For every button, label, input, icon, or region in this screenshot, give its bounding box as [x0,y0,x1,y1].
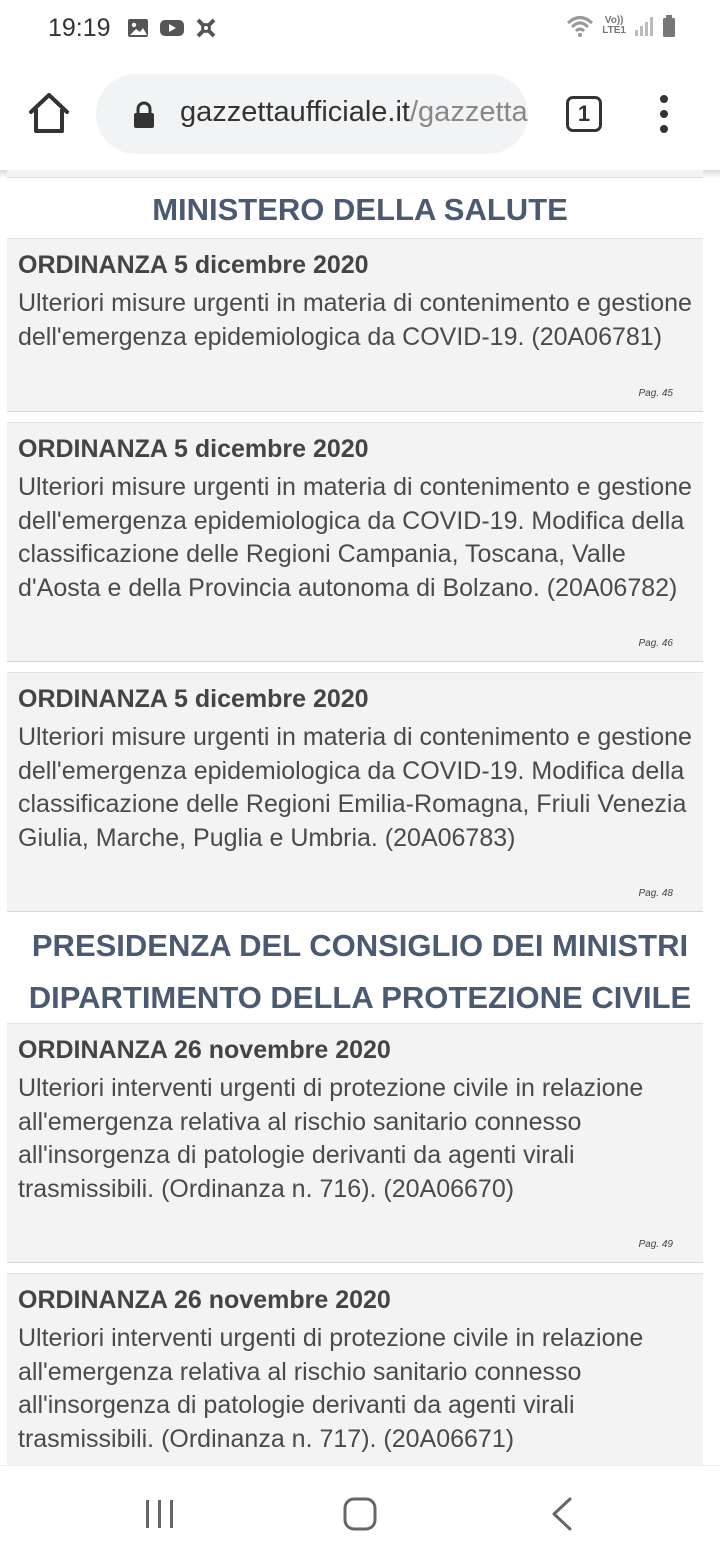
battery-icon [662,14,676,38]
system-navigation-bar [0,1465,720,1560]
section-title-ministero-salute: MINISTERO DELLA SALUTE [152,192,568,227]
item-description[interactable]: Ulteriori misure urgenti in materia di contenimento e gestione dell'emergenza epidemiologica da COVID-19. Modifica della classificazione delle Regioni Emilia-Romagna, Friuli Venezia Giulia, Marche, Puglia e Umbria. (20A06783) [18,723,692,852]
recent-apps-icon[interactable] [144,1498,176,1530]
network-volte-label: Vo)) [604,15,624,26]
item-page: Pag. 48 [638,888,673,899]
youtube-icon [159,17,185,39]
signal-icon [634,15,654,37]
previous-card-edge [7,170,703,178]
url-path: /gazzetta [410,96,528,128]
section-title-protezione-civile: DIPARTIMENTO DELLA PROTEZIONE CIVILE [28,980,692,1015]
list-item-ordinanza[interactable] [7,238,703,412]
list-item-ordinanza[interactable] [7,672,703,912]
home-icon[interactable] [343,1497,377,1531]
list-item-ordinanza[interactable] [7,422,703,662]
item-title[interactable]: ORDINANZA 5 dicembre 2020 [18,685,369,713]
image-icon [127,17,149,39]
item-description[interactable]: Ulteriori interventi urgenti di protezione civile in relazione all'emergenza relativa al rischio sanitario connesso all'insorgenza di patologie derivanti da agenti virali trasmissibili. (Ordinanza n. 716). (20A06670) [18,1074,644,1203]
item-title[interactable]: ORDINANZA 26 novembre 2020 [18,1036,391,1064]
back-icon[interactable] [548,1496,576,1532]
item-description[interactable]: Ulteriori misure urgenti in materia di contenimento e gestione dell'emergenza epidemiologica da COVID-19. (20A06781) [18,289,692,351]
item-description[interactable]: Ulteriori misure urgenti in materia di contenimento e gestione dell'emergenza epidemiologica da COVID-19. Modifica della classificazione delle Regioni Campania, Toscana, Valle d'Aosta e della Provincia autonoma di Bolzano. (20A06782) [18,473,692,602]
item-page: Pag. 45 [638,388,673,399]
status-system-icons [566,14,676,38]
network-type-label [602,16,626,36]
status-time: 19:19 [48,14,111,42]
page-content [0,170,720,1465]
item-title[interactable]: ORDINANZA 5 dicembre 2020 [18,435,369,463]
wifi-icon [566,14,594,38]
address-bar[interactable] [96,74,528,154]
item-title[interactable]: ORDINANZA 26 novembre 2020 [18,1286,391,1314]
status-notification-icons [127,17,217,39]
lock-icon [132,101,156,129]
network-lte-label: LTE1 [602,25,626,36]
app-notification-icon [195,17,217,39]
list-item-ordinanza[interactable] [7,1023,703,1263]
home-icon[interactable] [26,90,72,136]
section-title-presidenza-consiglio: PRESIDENZA DEL CONSIGLIO DEI MINISTRI [31,928,689,963]
item-description[interactable]: Ulteriori interventi urgenti di protezione civile in relazione all'emergenza relativa al rischio sanitario connesso all'insorgenza di patologie derivanti da agenti virali trasmissibili. (Ordinanza n. 717). (20A06671) [18,1324,644,1453]
url-text [180,96,528,129]
url-domain: gazzettaufficiale.it [180,96,410,128]
tab-switcher-button[interactable]: 1 [566,96,602,132]
item-page: Pag. 49 [638,1239,673,1250]
browser-toolbar [0,60,720,170]
status-bar [0,0,720,60]
item-title[interactable]: ORDINANZA 5 dicembre 2020 [18,251,369,279]
more-options-icon[interactable] [654,94,674,134]
item-page: Pag. 46 [638,638,673,649]
